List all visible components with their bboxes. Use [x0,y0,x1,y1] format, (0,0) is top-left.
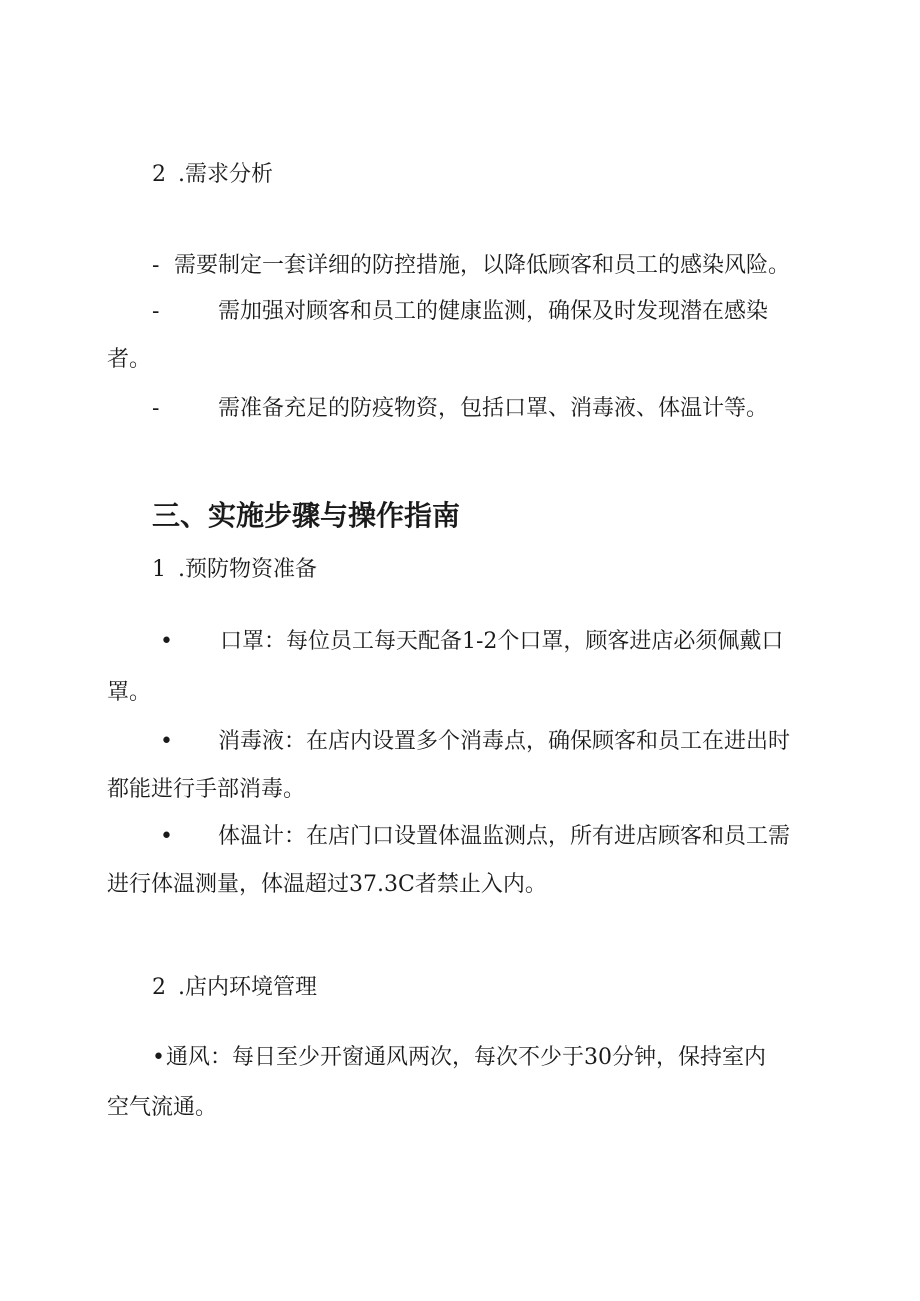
subsection-title: .需求分析 [178,162,273,187]
dash-marker: - [152,299,160,324]
dash-marker: - [152,253,160,278]
bullet-marker: • [152,1045,165,1070]
list-item-text: 需要制定一套详细的防控措施，以降低顾客和员工的感染风险。 [174,253,791,278]
list-item [160,727,790,757]
list-item [152,394,768,424]
list-item-continuation: 空气流通。 [107,1095,218,1120]
list-item-continuation: 罩。 [107,680,152,705]
list-item-continuation: 者。 [107,347,152,372]
list-item [152,251,790,281]
list-item [160,822,790,852]
subsection-heading [152,160,273,190]
list-item [152,1043,766,1073]
subsection-heading [152,973,317,1003]
bullet-marker: • [160,729,173,754]
list-item-text: 需准备充足的防疫物资，包括口罩、消毒液、体温计等。 [218,396,769,421]
bullet-marker: • [160,629,173,654]
bullet-marker: • [160,824,173,849]
list-item [160,627,783,657]
dash-marker: - [152,396,160,421]
subsection-title: .店内环境管理 [178,975,317,1000]
list-item [152,297,768,327]
list-item-text: 口罩：每位员工每天配备1-2个口罩，顾客进店必须佩戴口 [220,629,784,654]
subsection-number: 2 [152,162,166,187]
list-item-text: 体温计：在店门口设置体温监测点，所有进店顾客和员工需 [218,824,791,849]
subsection-number: 1 [152,557,166,582]
subsection-number: 2 [152,975,166,1000]
list-item-text: 通风：每日至少开窗通风两次，每次不少于30分钟，保持室内 [166,1045,766,1070]
list-item-text: 需加强对顾客和员工的健康监测，确保及时发现潜在感染 [218,299,769,324]
subsection-title: .预防物资准备 [178,557,317,582]
list-item-text: 消毒液：在店内设置多个消毒点，确保顾客和员工在进出时 [218,729,791,754]
section-heading: 三、实施步骤与操作指南 [152,499,461,532]
list-item-continuation: 进行体温测量，体温超过37.3C者禁止入内。 [107,872,547,897]
list-item-continuation: 都能进行手部消毒。 [107,777,306,802]
subsection-heading [152,555,317,585]
